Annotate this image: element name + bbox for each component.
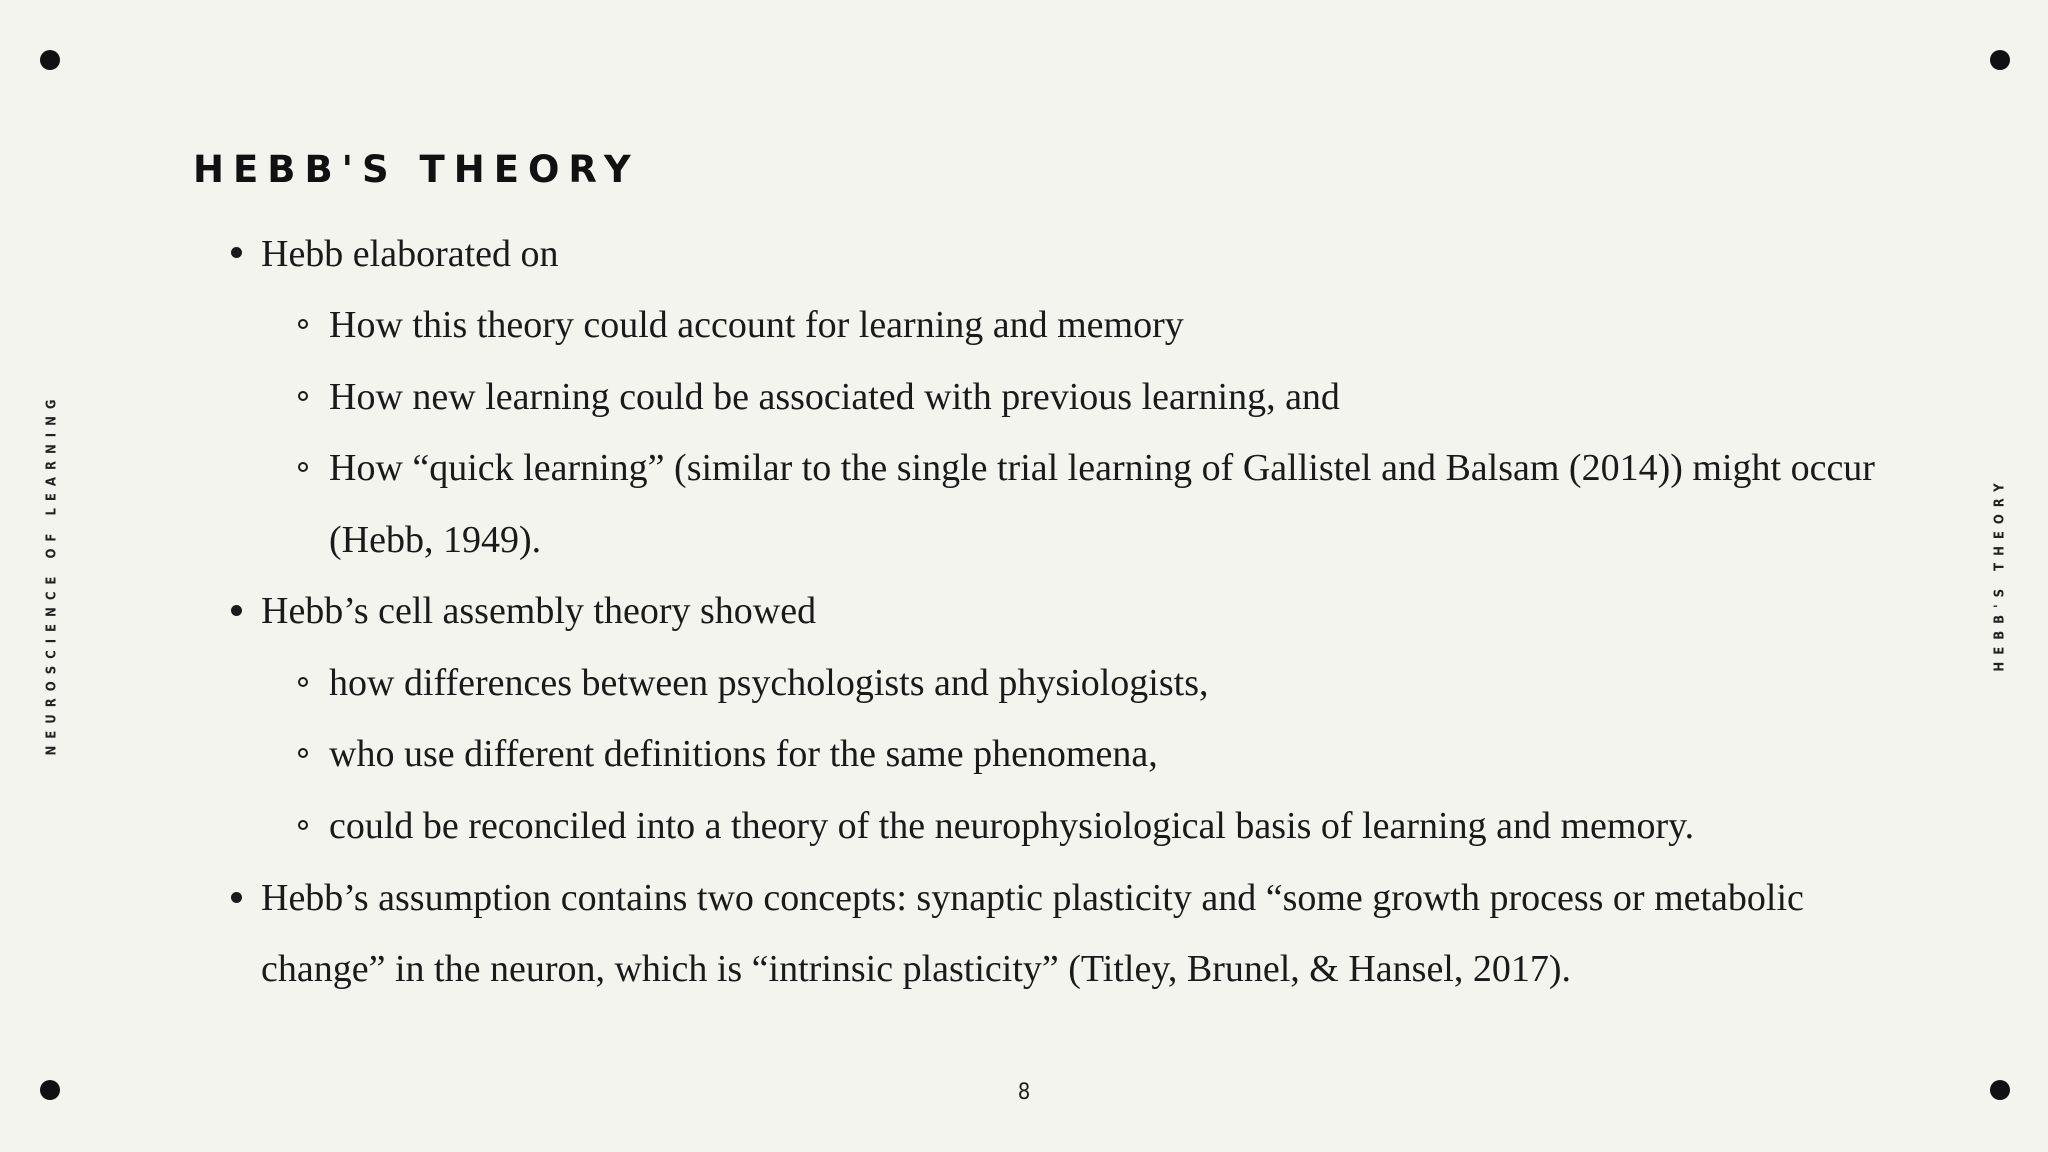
page-number: 8 <box>1017 1080 1031 1105</box>
sub-bullet-text: how differences between psychologists and physiologists, <box>329 662 1209 704</box>
bullet-marker <box>231 247 242 258</box>
sub-bullet-marker <box>298 462 308 472</box>
bullet-marker <box>231 605 242 616</box>
sub-bullet-text: who use different definitions for the same phenomena, <box>329 733 1158 775</box>
sub-bullet-marker <box>298 677 308 687</box>
slide-title: HEBB'S THEORY <box>193 148 640 191</box>
sub-bullet-text-continuation: (Hebb, 1949). <box>329 519 542 561</box>
bullet-text: Hebb’s assumption contains two concepts: synaptic plasticity and “some growth process or metabolic <box>261 877 1804 919</box>
sub-bullet-marker <box>298 748 308 758</box>
side-label-left: NEUROSCIENCE OF LEARNING <box>44 392 60 756</box>
sub-bullet-text: could be reconciled into a theory of the neurophysiological basis of learning and memory. <box>329 805 1695 847</box>
sub-bullet-text: How this theory could account for learning and memory <box>329 304 1184 346</box>
sub-bullet-marker <box>298 391 308 401</box>
bullet-text: Hebb’s cell assembly theory showed <box>261 590 817 632</box>
sub-bullet-text: How “quick learning” (similar to the single trial learning of Gallistel and Balsam (2014)) might occur <box>329 447 1875 489</box>
side-label-right: HEBB'S THEORY <box>1992 476 2008 672</box>
bullet-text-continuation: change” in the neuron, which is “intrinsic plasticity” (Titley, Brunel, & Hansel, 2017). <box>261 948 1572 990</box>
bullet-marker <box>231 892 242 903</box>
sub-bullet-marker <box>298 820 308 830</box>
sub-bullet-text: How new learning could be associated with previous learning, and <box>329 376 1340 418</box>
sub-bullet-marker <box>298 319 308 329</box>
bullet-text: Hebb elaborated on <box>261 233 559 275</box>
